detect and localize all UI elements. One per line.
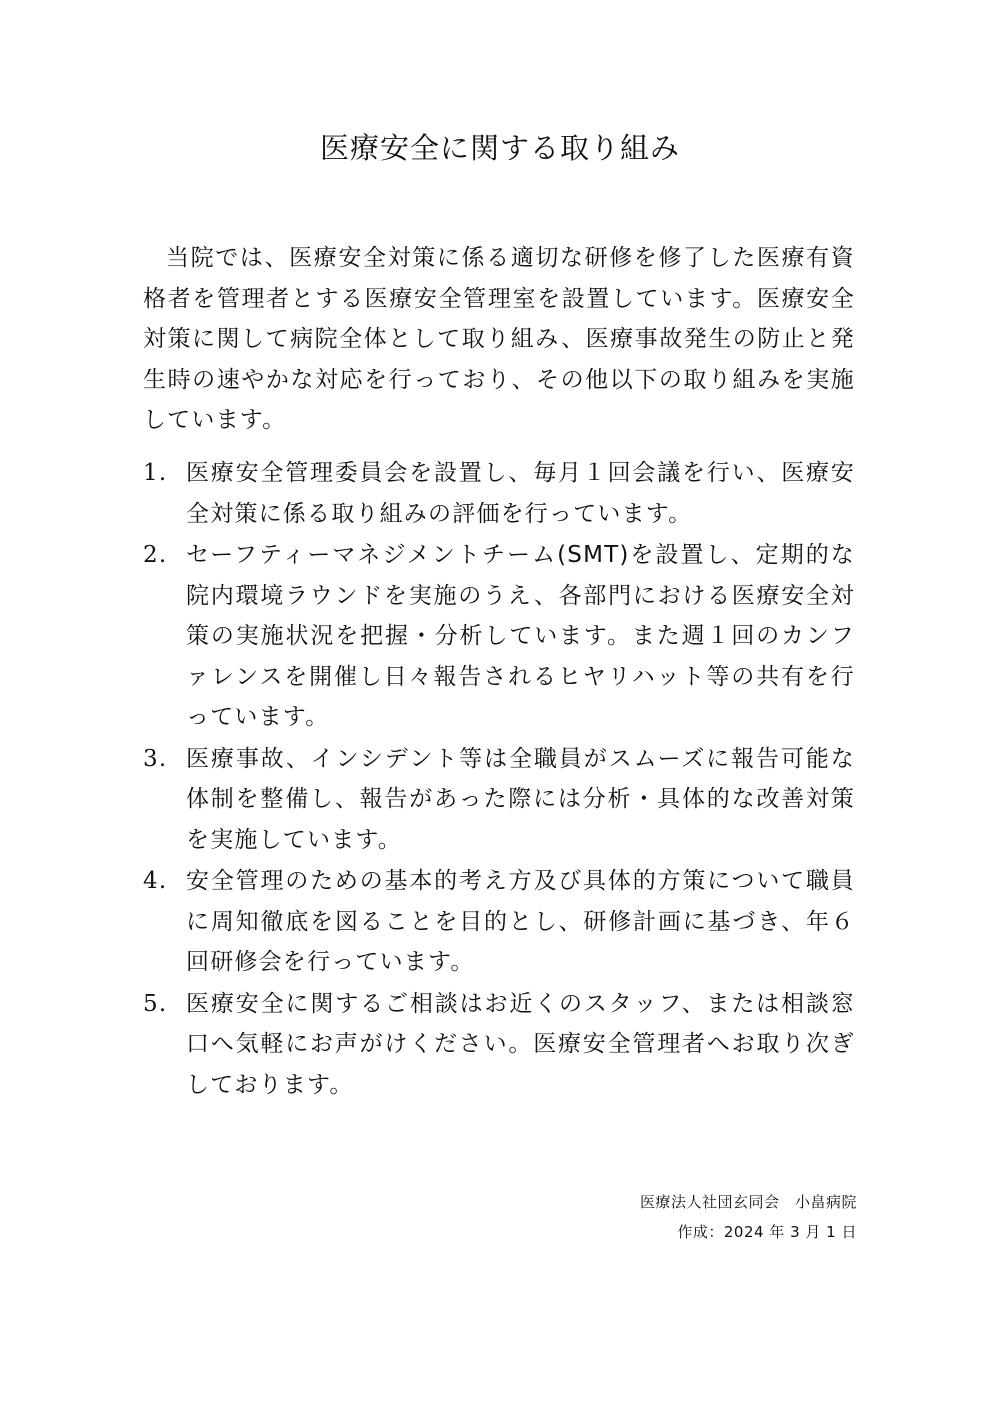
organization-name: 医療法人社団玄同会 小畠病院 <box>639 1193 857 1211</box>
creation-date: 作成：2024 年 3 月 1 日 <box>677 1223 857 1241</box>
item-text: 医療安全に関するご相談はお近くのスタッフ、または相談窓口へ気軽にお声がけください。医療安全管理者へお取り次ぎしております。 <box>186 990 855 1098</box>
item-text: 医療事故、インシデント等は全職員がスムーズに報告可能な体制を整備し、報告があった際には分析・具体的な改善対策を実施しています。 <box>186 745 855 853</box>
item-number: 2. <box>143 542 168 568</box>
item-number: 5. <box>143 990 168 1017</box>
initiatives-list <box>143 453 855 1106</box>
intro-paragraph: 当院では、医療安全対策に係る適切な研修を修了した医療有資格者を管理者とする医療安全管理室を設置しています。医療安全対策に関して病院全体として取り組み、医療事故発生の防止と発生時の速やかな対応を行っており、その他以下の取り組みを実施しています。 <box>143 245 855 433</box>
item-text: 安全管理のための基本的考え方及び具体的方策について職員に周知徹底を図ることを目的とし、研修計画に基づき、年６回研修会を行っています。 <box>186 868 855 975</box>
list-item <box>143 453 855 534</box>
page-title: 医療安全に関する取り組み <box>319 131 680 165</box>
item-number: 1. <box>143 460 168 486</box>
item-text: 医療安全管理委員会を設置し、毎月１回会議を行い、医療安全対策に係る取り組みの評価を行っています。 <box>186 460 855 527</box>
list-item <box>143 984 855 1106</box>
item-number: 4. <box>143 868 168 894</box>
list-item <box>143 739 855 861</box>
list-item <box>143 861 855 983</box>
document-footer <box>640 1187 857 1247</box>
item-text: セーフティーマネジメントチーム(SMT)を設置し、定期的な院内環境ラウンドを実施のうえ、各部門における医療安全対策の実施状況を把握・分析しています。また週１回のカンファレンスを開催し日々報告されるヒヤリハット等の共有を行っています。 <box>186 542 855 730</box>
list-item <box>143 535 855 738</box>
item-number: 3. <box>143 745 168 772</box>
